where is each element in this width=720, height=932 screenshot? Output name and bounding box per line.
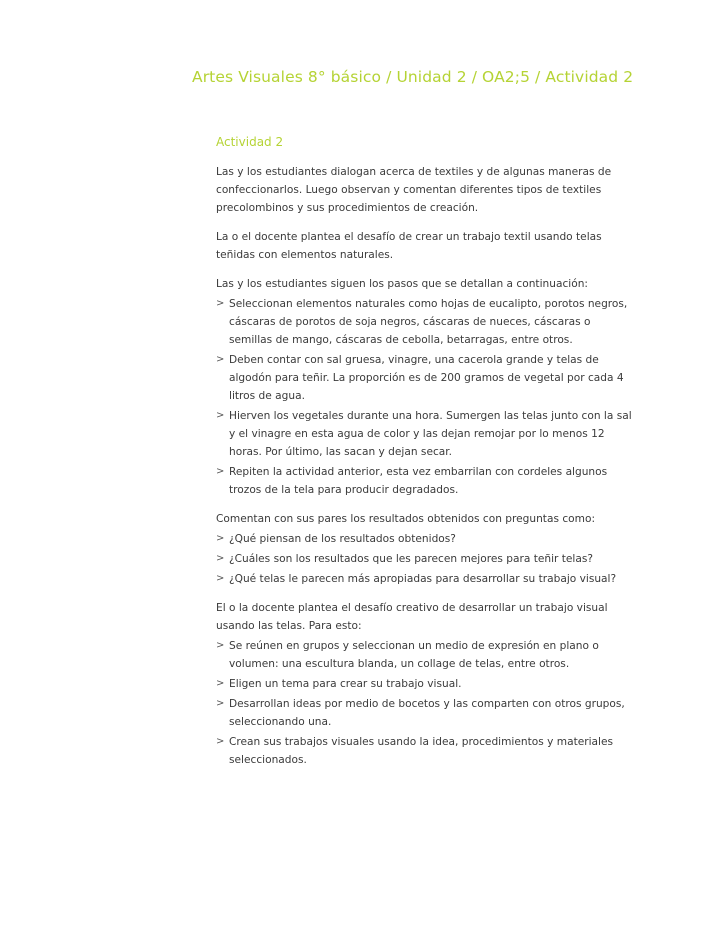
list-item: > Crean sus trabajos visuales usando la idea, procedimientos y materiales seleccionados. <box>216 733 636 769</box>
page-header-title: Artes Visuales 8° básico / Unidad 2 / OA2;5 / Actividad 2 <box>192 68 634 86</box>
chevron-right-icon: > <box>216 573 225 584</box>
list-item: > Seleccionan elementos naturales como hojas de eucalipto, porotos negros, cáscaras de porotos de soja negros, cáscaras de nueces, cáscaras o semillas de mango, cáscaras de cebolla, betarragas, entre otros. <box>216 295 636 349</box>
list-item: > Hierven los vegetales durante una hora. Sumergen las telas junto con la sal y el vinagre en esta agua de color y las dejan remojar por lo menos 12 horas. Por último, las sacan y dejan secar. <box>216 407 636 461</box>
list-item: > Se reúnen en grupos y seleccionan un medio de expresión en plano o volumen: una escultura blanda, un collage de telas, entre otros. <box>216 637 636 673</box>
activity-content <box>216 133 636 780</box>
list-item: > Eligen un tema para crear su trabajo visual. <box>216 675 636 693</box>
chevron-right-icon: > <box>216 698 225 709</box>
chevron-right-icon: > <box>216 640 225 651</box>
list-item: > ¿Cuáles son los resultados que les parecen mejores para teñir telas? <box>216 550 636 568</box>
steps-intro: Las y los estudiantes siguen los pasos que se detallan a continuación: <box>216 278 588 290</box>
list-item: > Desarrollan ideas por medio de bocetos y las comparten con otros grupos, seleccionando una. <box>216 695 636 731</box>
tasks-list <box>216 637 636 769</box>
creative-challenge-paragraph: El o la docente plantea el desafío creativo de desarrollar un trabajo visual usando las telas. Para esto: <box>216 602 608 632</box>
steps-list <box>216 295 636 499</box>
list-item: > Deben contar con sal gruesa, vinagre, una cacerola grande y telas de algodón para teñir. La proporción es de 200 gramos de vegetal por cada 4 litros de agua. <box>216 351 636 405</box>
list-item: > ¿Qué piensan de los resultados obtenidos? <box>216 530 636 548</box>
chevron-right-icon: > <box>216 466 225 477</box>
chevron-right-icon: > <box>216 553 225 564</box>
chevron-right-icon: > <box>216 298 225 309</box>
questions-intro: Comentan con sus pares los resultados obtenidos con preguntas como: <box>216 513 596 525</box>
list-item: > ¿Qué telas le parecen más apropiadas para desarrollar su trabajo visual? <box>216 570 636 588</box>
intro-paragraph: Las y los estudiantes dialogan acerca de textiles y de algunas maneras de confeccionarlos. Luego observan y comentan diferentes tipos de textiles precolombinos y sus procedimientos de creación. <box>216 166 612 214</box>
chevron-right-icon: > <box>216 354 225 365</box>
chevron-right-icon: > <box>216 678 225 689</box>
activity-heading: Actividad 2 <box>216 135 284 149</box>
list-item: > Repiten la actividad anterior, esta vez embarrilan con cordeles algunos trozos de la tela para producir degradados. <box>216 463 636 499</box>
challenge-paragraph: La o el docente plantea el desafío de crear un trabajo textil usando telas teñidas con elementos naturales. <box>216 231 602 261</box>
chevron-right-icon: > <box>216 533 225 544</box>
chevron-right-icon: > <box>216 736 225 747</box>
questions-list <box>216 530 636 588</box>
chevron-right-icon: > <box>216 410 225 421</box>
